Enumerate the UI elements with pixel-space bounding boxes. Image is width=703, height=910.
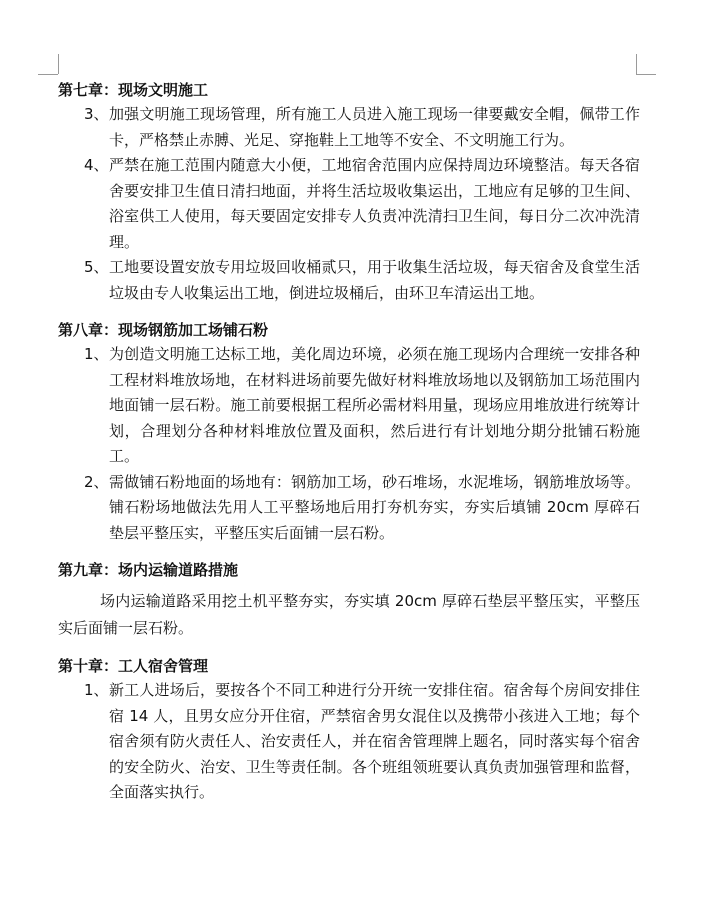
document-body xyxy=(58,78,640,806)
list-item xyxy=(58,470,640,547)
list-item xyxy=(58,153,640,255)
chapter-7-heading: 第七章：现场文明施工 xyxy=(58,81,209,99)
chapter-8-heading: 第八章：现场钢筋加工场铺石粉 xyxy=(58,321,269,339)
list-item-number: 1、 xyxy=(84,345,109,363)
list-item-text: 严禁在施工范围内随意大小便，工地宿舍范围内应保持周边环境整洁。每天各宿舍要安排卫生值日清扫地面，并将生活垃圾收集运出，工地应有足够的卫生间、浴室供工人使用，每天要固定安排专人负责冲洗清扫卫生间，每日分二次冲洗清理。 xyxy=(109,156,640,251)
chapter-9-paragraph: 场内运输道路采用挖土机平整夯实，夯实填 20cm 厚碎石垫层平整压实，平整压实后面铺一层石粉。 xyxy=(58,592,640,637)
list-item-number: 3、 xyxy=(84,105,109,123)
list-item-text: 新工人进场后，要按各个不同工种进行分开统一安排住宿。宿舍每个房间安排住宿 14 人，且男女应分开住宿，严禁宿舍男女混住以及携带小孩进入工地；每个宿舍须有防火责任人、治安责任人，并在宿舍管理牌上题名，同时落实每个宿舍的安全防火、治安、卫生等责任制。各个班组领班要认真负责加强管理和监督，全面落实执行。 xyxy=(109,681,640,801)
list-item xyxy=(58,255,640,306)
chapter-10-heading: 第十章：工人宿舍管理 xyxy=(58,657,209,675)
list-item-text: 为创造文明施工达标工地，美化周边环境，必须在施工现场内合理统一安排各种工程材料堆放场地，在材料进场前要先做好材料堆放场地以及钢筋加工场范围内地面铺一层石粉。施工前要根据工程所必需材料用量，现场应用堆放进行统筹计划，合理划分各种材料堆放位置及面积，然后进行有计划地分期分批铺石粉施工。 xyxy=(109,345,640,465)
list-item-number: 1、 xyxy=(84,681,109,699)
list-item-number: 5、 xyxy=(84,258,109,276)
list-item-text: 加强文明施工现场管理，所有施工人员进入施工现场一律要戴安全帽，佩带工作卡，严格禁止赤膊、光足、穿拖鞋上工地等不安全、不文明施工行为。 xyxy=(109,105,640,149)
chapter-9-heading: 第九章：场内运输道路措施 xyxy=(58,561,239,579)
list-item-text: 需做铺石粉地面的场地有：钢筋加工场，砂石堆场，水泥堆场，钢筋堆放场等。铺石粉场地做法先用人工平整场地后用打夯机夯实，夯实后填铺 20cm 厚碎石垫层平整压实，平整压实后面铺一层石粉。 xyxy=(109,472,640,542)
list-item-number: 4、 xyxy=(84,156,109,174)
list-item-number: 2、 xyxy=(84,472,109,491)
list-item-text: 工地要设置安放专用垃圾回收桶贰只，用于收集生活垃圾，每天宿舍及食堂生活垃圾由专人收集运出工地，倒进垃圾桶后，由环卫车清运出工地。 xyxy=(109,258,640,302)
list-item xyxy=(58,678,640,806)
list-item xyxy=(58,102,640,153)
list-item xyxy=(58,342,640,470)
